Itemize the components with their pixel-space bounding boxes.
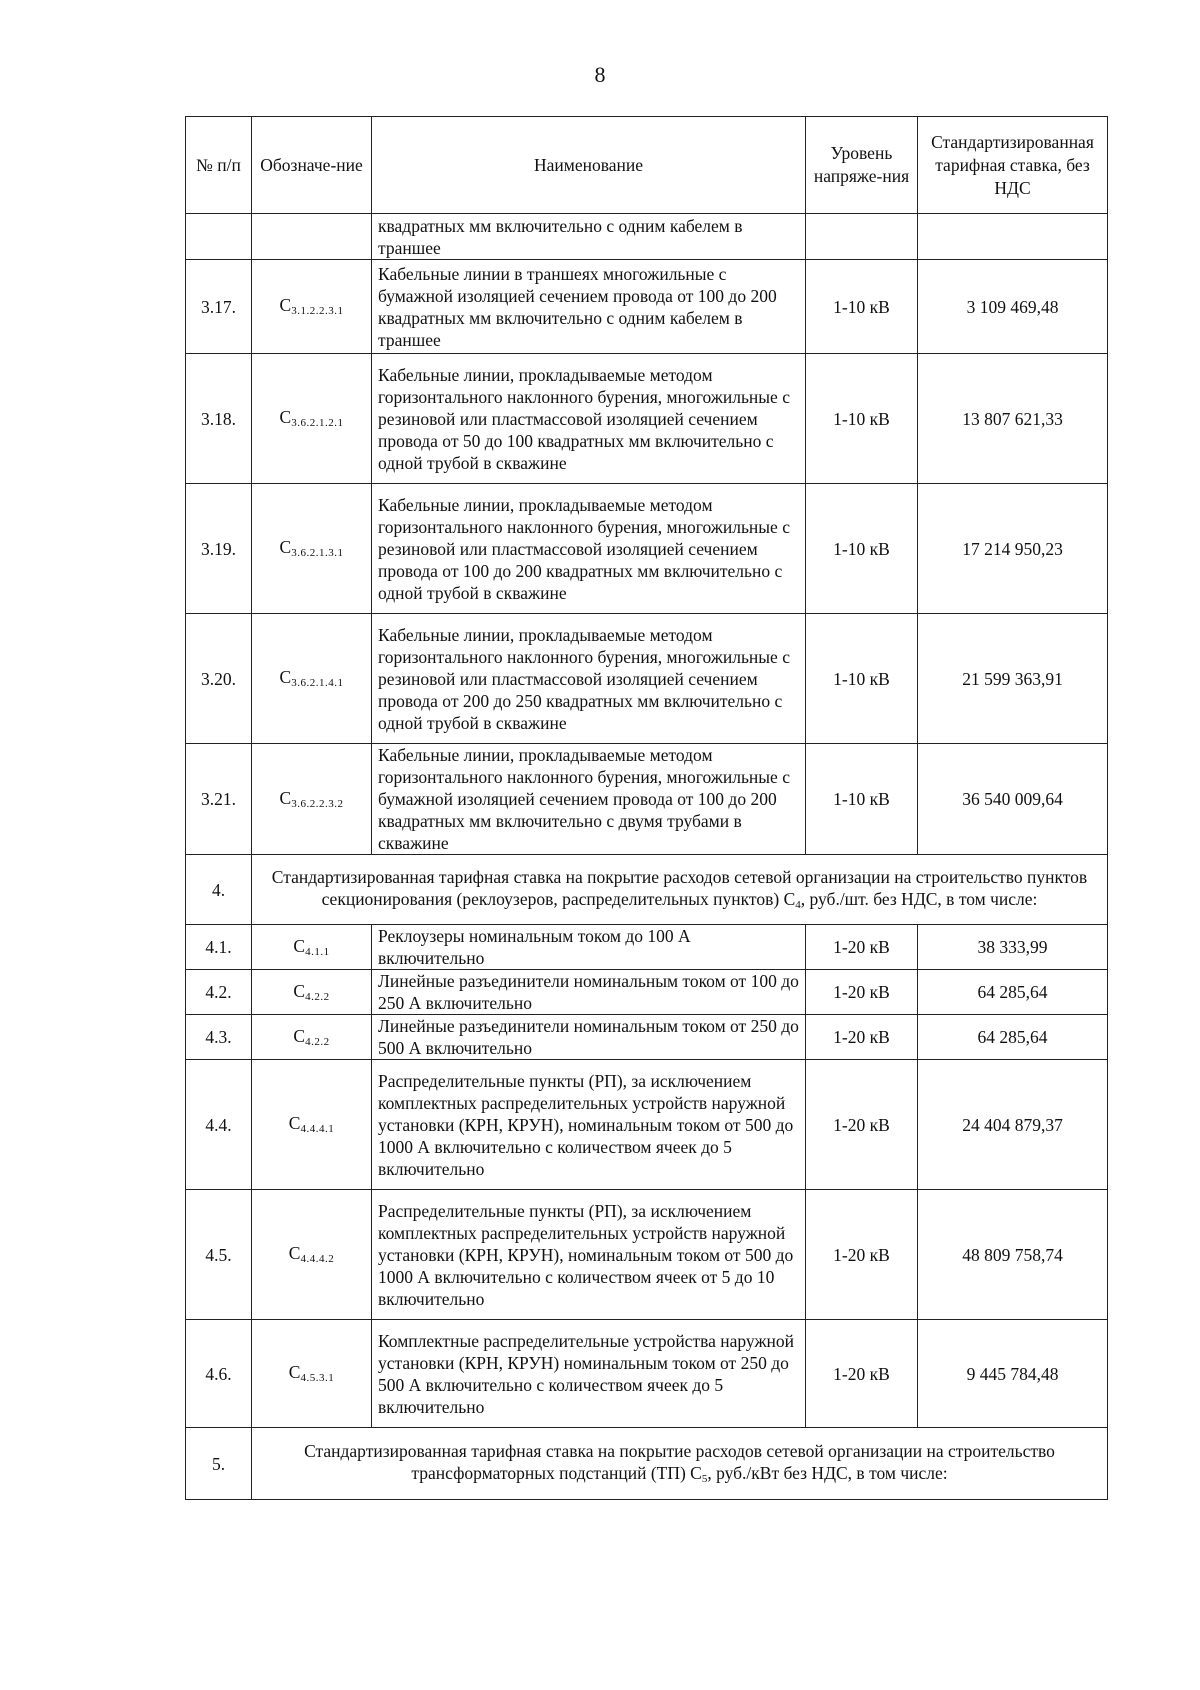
cell-code: [252, 484, 372, 614]
cell-num: 3.20.: [186, 614, 252, 744]
cell-code: [252, 744, 372, 855]
table-row: [186, 1015, 1108, 1060]
code-subscript: 4.4.4.2: [300, 1253, 335, 1265]
cell-code: [252, 1190, 372, 1320]
code-subscript: 4.1.1: [305, 945, 330, 958]
cell-code: [252, 614, 372, 744]
cell-rate: 24 404 879,37: [918, 1060, 1108, 1190]
cell-name: Распределительные пункты (РП), за исключением комплектных распределительных устройств наружной установки (КРН, КРУН), номинальным током от 500 до 1000 А включительно с количеством ячеек до 5 включительно: [372, 1060, 806, 1190]
table-row: [186, 925, 1108, 970]
code-subscript: 3.1.2.2.3.1: [291, 305, 344, 317]
cell-rate: 9 445 784,48: [918, 1320, 1108, 1428]
header-rate: Стандартизированная тарифная ставка, без НДС: [918, 117, 1108, 214]
cell-num: 4.2.: [186, 970, 252, 1015]
code-letter: C: [288, 1243, 301, 1263]
code-letter: C: [293, 1025, 306, 1046]
cell-num: 4.4.: [186, 1060, 252, 1190]
section-title: [252, 855, 1108, 925]
cell-voltage: [806, 214, 918, 260]
section-text-end: , руб./шт. без НДС, в том числе:: [800, 889, 1038, 909]
header-num: № п/п: [186, 117, 252, 214]
table-header-row: [186, 117, 1108, 214]
cell-rate: 64 285,64: [918, 970, 1108, 1015]
cell-name: Кабельные линии, прокладываемые методом горизонтального наклонного бурения, многожильные с резиновой или пластмассовой изоляцией сечением провода от 200 до 250 квадратных мм включительно с одной трубой в скважине: [372, 614, 806, 744]
cell-code: [252, 214, 372, 260]
section-row: [186, 855, 1108, 925]
code-letter: C: [288, 1362, 301, 1382]
cell-voltage: 1-20 кВ: [806, 1015, 918, 1060]
cell-voltage: 1-20 кВ: [806, 925, 918, 970]
cell-name: Комплектные распределительные устройства наружной установки (КРН, КРУН) номинальным током от 250 до 500 А включительно с количеством ячеек до 5 включительно: [372, 1320, 806, 1428]
cell-rate: 48 809 758,74: [918, 1190, 1108, 1320]
code-letter: C: [279, 787, 292, 808]
section-subscript: 5: [701, 1473, 708, 1485]
cell-num: 3.18.: [186, 354, 252, 484]
cell-voltage: 1-10 кВ: [806, 484, 918, 614]
section-text-end: , руб./кВт без НДС, в том числе:: [707, 1463, 948, 1483]
section-row: [186, 1428, 1108, 1500]
code-subscript: 4.2.2: [305, 990, 330, 1003]
cell-num: 4.1.: [186, 925, 252, 970]
section-subscript: 4: [795, 899, 801, 911]
cell-name: Реклоузеры номинальным током до 100 А включительно: [372, 925, 806, 970]
cell-rate: 3 109 469,48: [918, 260, 1108, 354]
cell-name: Линейные разъединители номинальным током от 250 до 500 А включительно: [372, 1015, 806, 1060]
cell-name: Кабельные линии, прокладываемые методом горизонтального наклонного бурения, многожильные с резиновой или пластмассовой изоляцией сечением провода от 50 до 100 квадратных мм включительно с одной трубой в скважине: [372, 354, 806, 484]
table-row: [186, 260, 1108, 354]
cell-num: 3.19.: [186, 484, 252, 614]
section-title: [252, 1428, 1108, 1500]
cell-name: Распределительные пункты (РП), за исключением комплектных распределительных устройств наружной установки (КРН, КРУН), номинальным током от 500 до 1000 А включительно с количеством ячеек от 5 до 10 включительно: [372, 1190, 806, 1320]
cell-name: Линейные разъединители номинальным током от 100 до 250 А включительно: [372, 970, 806, 1015]
cell-num: [186, 214, 252, 260]
cell-code: [252, 1320, 372, 1428]
section-text: Стандартизированная тарифная ставка на покрытие расходов сетевой организации на строительство пунктов секционирования (реклоузеров, распределительных пунктов) C: [271, 867, 1088, 909]
cell-rate: 13 807 621,33: [918, 354, 1108, 484]
cell-name: Кабельные линии, прокладываемые методом горизонтального наклонного бурения, многожильные с бумажной изоляцией сечением провода от 100 до 200 квадратных мм включительно с двумя трубами в скважине: [372, 744, 806, 855]
code-subscript: 4.4.4.1: [300, 1123, 335, 1135]
cell-num: 4.5.: [186, 1190, 252, 1320]
table-row: [186, 614, 1108, 744]
cell-rate: 17 214 950,23: [918, 484, 1108, 614]
section-text: Стандартизированная тарифная ставка на покрытие расходов сетевой организации на строительство трансформаторных подстанций (ТП) C: [304, 1441, 1055, 1483]
cell-name: Кабельные линии, прокладываемые методом горизонтального наклонного бурения, многожильные с резиновой или пластмассовой изоляцией сечением провода от 100 до 200 квадратных мм включительно с одной трубой в скважине: [372, 484, 806, 614]
cell-code: [252, 260, 372, 354]
cell-rate: [918, 214, 1108, 260]
code-subscript: 3.6.2.1.3.1: [291, 547, 344, 559]
cell-code: [252, 1060, 372, 1190]
code-letter: C: [293, 935, 306, 956]
code-subscript: 4.5.3.1: [300, 1372, 335, 1384]
header-voltage: Уровень напряже-ния: [806, 117, 918, 214]
table-row: [186, 1060, 1108, 1190]
table-row: [186, 744, 1108, 855]
code-letter: C: [279, 537, 292, 557]
table-row: [186, 1190, 1108, 1320]
code-letter: C: [279, 295, 292, 315]
code-letter: C: [293, 980, 306, 1001]
cell-num: 3.17.: [186, 260, 252, 354]
section-num: 5.: [186, 1428, 252, 1500]
code-subscript: 3.6.2.1.2.1: [291, 417, 344, 429]
section-num: 4.: [186, 855, 252, 925]
cell-rate: 36 540 009,64: [918, 744, 1108, 855]
cell-voltage: 1-20 кВ: [806, 1190, 918, 1320]
code-letter: C: [279, 407, 292, 427]
table-row: [186, 484, 1108, 614]
code-subscript: 3.6.2.1.4.1: [291, 677, 344, 689]
cell-voltage: 1-10 кВ: [806, 744, 918, 855]
code-subscript: 4.2.2: [305, 1035, 330, 1048]
cell-voltage: 1-20 кВ: [806, 1060, 918, 1190]
code-subscript: 3.6.2.2.3.2: [291, 797, 344, 810]
cell-rate: 64 285,64: [918, 1015, 1108, 1060]
table-row-continuation: [186, 214, 1108, 260]
header-code: Обозначе-ние: [252, 117, 372, 214]
header-name: Наименование: [372, 117, 806, 214]
cell-voltage: 1-10 кВ: [806, 260, 918, 354]
cell-num: 4.6.: [186, 1320, 252, 1428]
table-row: [186, 354, 1108, 484]
cell-rate: 38 333,99: [918, 925, 1108, 970]
table-row: [186, 970, 1108, 1015]
cell-code: [252, 1015, 372, 1060]
cell-name: квадратных мм включительно с одним кабелем в траншее: [372, 214, 806, 260]
cell-voltage: 1-20 кВ: [806, 1320, 918, 1428]
cell-voltage: 1-10 кВ: [806, 614, 918, 744]
cell-voltage: 1-10 кВ: [806, 354, 918, 484]
cell-name: Кабельные линии в траншеях многожильные с бумажной изоляцией сечением провода от 100 до 200 квадратных мм включительно с одним кабелем в траншее: [372, 260, 806, 354]
cell-num: 4.3.: [186, 1015, 252, 1060]
code-letter: C: [288, 1113, 301, 1133]
tariff-table: [185, 116, 1108, 1500]
code-letter: C: [279, 667, 292, 687]
page-number: 8: [594, 62, 606, 87]
cell-rate: 21 599 363,91: [918, 614, 1108, 744]
cell-num: 3.21.: [186, 744, 252, 855]
cell-code: [252, 354, 372, 484]
cell-code: [252, 925, 372, 970]
cell-voltage: 1-20 кВ: [806, 970, 918, 1015]
cell-code: [252, 970, 372, 1015]
table-row: [186, 1320, 1108, 1428]
